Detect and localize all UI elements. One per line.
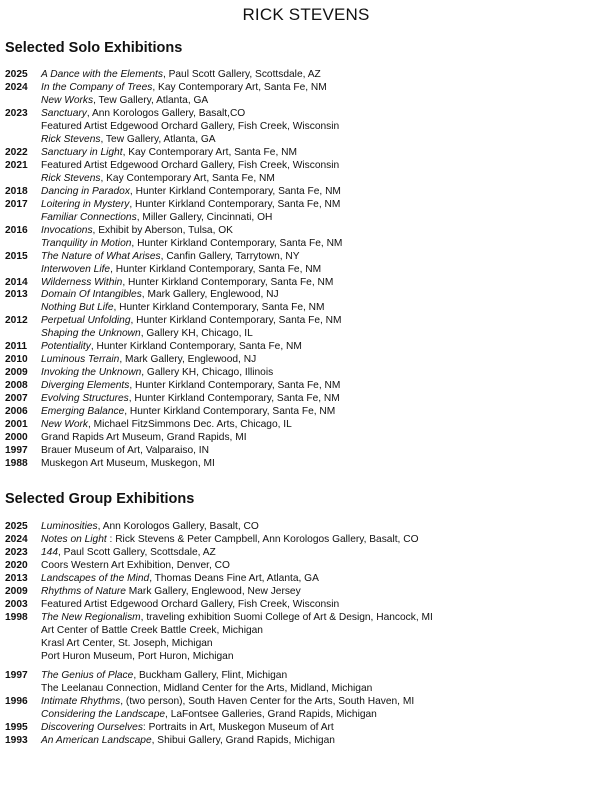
exhibition-venue: Grand Rapids Art Museum, Grand Rapids, MI xyxy=(41,432,247,444)
exhibition-venue: , Hunter Kirkland Contemporary, Santa Fe, NM xyxy=(129,198,341,210)
exhibition-details xyxy=(41,521,259,534)
exhibition-title: Sanctuary in Light xyxy=(41,146,123,158)
exhibition-venue: , Hunter Kirkland Contemporary, Santa Fe, NM xyxy=(129,380,341,392)
exhibition-venue: , Kay Contemporary Art, Santa Fe, NM xyxy=(100,172,275,184)
exhibition-venue: , Buckham Gallery, Flint, Michigan xyxy=(133,669,288,681)
exhibition-entry xyxy=(5,354,605,367)
exhibition-venue: , Hunter Kirkland Contemporary, Santa Fe, NM xyxy=(129,185,341,197)
exhibition-title: Shaping the Unknown xyxy=(41,328,141,340)
exhibition-venue: , Hunter Kirkland Contemporary, Santa Fe, NM xyxy=(90,341,302,353)
exhibition-entry xyxy=(5,612,605,625)
exhibition-year: 2021 xyxy=(5,159,28,171)
exhibition-year: 2023 xyxy=(5,107,28,119)
exhibition-year: 2018 xyxy=(5,185,28,197)
exhibition-venue: , Tew Gallery, Atlanta, GA xyxy=(100,133,216,145)
exhibition-entry xyxy=(5,547,605,560)
exhibition-details xyxy=(41,315,342,328)
exhibition-venue: : Rick Stevens & Peter Campbell, Ann Korologos Gallery, Basalt, CO xyxy=(106,533,419,545)
exhibition-entry xyxy=(5,212,605,225)
exhibition-details xyxy=(41,367,273,380)
exhibition-year: 1996 xyxy=(5,695,28,707)
exhibition-details xyxy=(41,264,321,277)
exhibition-details xyxy=(41,277,333,290)
exhibition-entry xyxy=(5,315,605,328)
exhibition-details xyxy=(41,380,340,393)
exhibition-details xyxy=(41,696,414,709)
exhibition-details xyxy=(41,599,339,612)
exhibition-title: Diverging Elements xyxy=(41,380,130,392)
exhibition-year: 2009 xyxy=(5,585,28,597)
exhibition-title: Loitering in Mystery xyxy=(41,198,130,210)
exhibition-entry xyxy=(5,445,605,458)
exhibition-venue: Featured Artist Edgewood Orchard Gallery, Fish Creek, Wisconsin xyxy=(41,159,340,171)
exhibition-entry xyxy=(5,651,605,664)
exhibition-details xyxy=(41,95,208,108)
exhibition-venue: Featured Artist Edgewood Orchard Gallery, Fish Creek, Wisconsin xyxy=(41,598,340,610)
exhibition-title: 144 xyxy=(41,546,58,558)
exhibition-venue: : Portraits in Art, Muskegon Museum of Art xyxy=(142,721,334,733)
exhibition-details xyxy=(41,302,325,315)
exhibition-venue: Port Huron Museum, Port Huron, Michigan xyxy=(41,650,234,662)
exhibition-title: Invoking the Unknown xyxy=(41,367,142,379)
exhibition-entry xyxy=(5,238,605,251)
exhibition-entry xyxy=(5,599,605,612)
exhibition-details xyxy=(41,251,300,264)
exhibition-venue: , Hunter Kirkland Contemporary, Santa Fe, NM xyxy=(131,237,343,249)
exhibition-entry xyxy=(5,380,605,393)
exhibition-venue: Coors Western Art Exhibition, Denver, CO xyxy=(41,559,230,571)
exhibition-details xyxy=(41,419,292,432)
exhibition-year: 2008 xyxy=(5,380,28,392)
exhibition-title: The Nature of What Arises xyxy=(41,250,161,262)
exhibition-details xyxy=(41,560,230,573)
exhibition-venue: , Hunter Kirkland Contemporary, Santa Fe, NM xyxy=(130,315,342,327)
exhibition-title: An American Landscape xyxy=(41,734,152,746)
exhibition-venue: , Kay Contemporary Art, Santa Fe, NM xyxy=(122,146,297,158)
exhibition-title: Discovering Ourselves xyxy=(41,721,143,733)
solo-exhibitions-heading: Selected Solo Exhibitions xyxy=(5,40,183,56)
exhibition-venue: Brauer Museum of Art, Valparaiso, IN xyxy=(41,445,209,457)
exhibition-year: 2007 xyxy=(5,393,28,405)
exhibition-year: 2013 xyxy=(5,572,28,584)
exhibition-details xyxy=(41,289,279,302)
exhibition-entry xyxy=(5,302,605,315)
exhibition-year: 2024 xyxy=(5,81,28,93)
exhibition-year: 2015 xyxy=(5,250,28,262)
exhibition-title: Invocations xyxy=(41,224,93,236)
exhibition-details xyxy=(41,709,377,722)
exhibition-details xyxy=(41,328,253,341)
exhibition-details xyxy=(41,160,339,173)
exhibition-details xyxy=(41,573,319,586)
exhibition-details xyxy=(41,612,433,625)
exhibition-entry xyxy=(5,199,605,212)
exhibition-entry xyxy=(5,521,605,534)
exhibition-venue: , Canfin Gallery, Tarrytown, NY xyxy=(160,250,300,262)
exhibition-entry xyxy=(5,638,605,651)
exhibition-entry xyxy=(5,458,605,471)
exhibition-venue: , Hunter Kirkland Contemporary, Santa Fe, NM xyxy=(124,406,336,418)
exhibition-details xyxy=(41,225,233,238)
group-exhibitions-heading: Selected Group Exhibitions xyxy=(5,491,195,507)
exhibition-year: 2000 xyxy=(5,432,28,444)
solo-exhibitions-list xyxy=(5,69,605,471)
group-exhibitions-list xyxy=(5,521,605,747)
exhibition-year: 1988 xyxy=(5,458,28,470)
exhibition-title: Dancing in Paradox xyxy=(41,185,130,197)
exhibition-title: Tranquility in Motion xyxy=(41,237,132,249)
exhibition-details xyxy=(41,238,342,251)
exhibition-venue: Featured Artist Edgewood Orchard Gallery, Fish Creek, Wisconsin xyxy=(41,120,340,132)
exhibition-year: 2013 xyxy=(5,289,28,301)
exhibition-entry xyxy=(5,341,605,354)
exhibition-venue: , Ann Korologos Gallery, Basalt,CO xyxy=(86,107,246,119)
exhibition-entry xyxy=(5,147,605,160)
exhibition-year: 2022 xyxy=(5,146,28,158)
exhibition-venue: , Paul Scott Gallery, Scottsdale, AZ xyxy=(162,69,321,80)
exhibition-entry xyxy=(5,393,605,406)
exhibition-title: Notes on Light xyxy=(41,533,107,545)
exhibition-title: Domain Of Intangibles xyxy=(41,289,142,301)
exhibition-year: 1998 xyxy=(5,611,28,623)
exhibition-year: 2024 xyxy=(5,533,28,545)
exhibition-entry xyxy=(5,186,605,199)
exhibition-entry xyxy=(5,264,605,277)
exhibition-title: Potentiality xyxy=(41,341,91,353)
exhibition-entry xyxy=(5,709,605,722)
exhibition-title: Rhythms of Nature xyxy=(41,585,126,597)
exhibition-year: 2012 xyxy=(5,315,28,327)
exhibition-venue: , Tew Gallery, Atlanta, GA xyxy=(93,94,209,106)
exhibition-details xyxy=(41,199,340,212)
exhibition-details xyxy=(41,670,287,683)
exhibition-details xyxy=(41,445,209,458)
exhibition-entry xyxy=(5,69,605,82)
exhibition-details xyxy=(41,406,335,419)
exhibition-venue: , Gallery KH, Chicago, Illinois xyxy=(141,367,274,379)
exhibition-year: 2025 xyxy=(5,521,28,532)
exhibition-year: 2016 xyxy=(5,224,28,236)
exhibition-entry xyxy=(5,683,605,696)
exhibition-year: 2020 xyxy=(5,559,28,571)
exhibition-title: The New Regionalism xyxy=(41,611,141,623)
exhibition-title: New Work xyxy=(41,419,88,431)
exhibition-venue: Krasl Art Center, St. Joseph, Michigan xyxy=(41,637,213,649)
exhibition-venue: , Hunter Kirkland Contemporary, Santa Fe, NM xyxy=(110,263,322,275)
exhibition-entry xyxy=(5,160,605,173)
exhibition-venue: , Miller Gallery, Cincinnati, OH xyxy=(136,211,273,223)
exhibition-year: 2014 xyxy=(5,276,28,288)
exhibition-year: 2017 xyxy=(5,198,28,210)
exhibition-details xyxy=(41,735,335,748)
exhibition-year: 2001 xyxy=(5,419,28,431)
exhibition-year: 1995 xyxy=(5,721,28,733)
exhibition-entry xyxy=(5,573,605,586)
exhibition-year: 1997 xyxy=(5,669,28,681)
exhibition-details xyxy=(41,432,247,445)
exhibition-details xyxy=(41,173,275,186)
exhibition-venue: , Hunter Kirkland Contemporary, Santa Fe, NM xyxy=(128,393,340,405)
exhibition-entry xyxy=(5,625,605,638)
exhibition-details xyxy=(41,341,302,354)
exhibition-entry xyxy=(5,696,605,709)
exhibition-title: Familiar Connections xyxy=(41,211,137,223)
exhibition-details xyxy=(41,625,263,638)
exhibition-entry xyxy=(5,134,605,147)
exhibition-title: Luminous Terrain xyxy=(41,354,120,366)
exhibition-entry xyxy=(5,289,605,302)
exhibition-venue: , Gallery KH, Chicago, IL xyxy=(140,328,253,340)
exhibition-year: 1993 xyxy=(5,734,28,746)
exhibition-venue: Muskegon Art Museum, Muskegon, MI xyxy=(41,458,215,470)
exhibition-details xyxy=(41,186,341,199)
exhibition-entry xyxy=(5,82,605,95)
exhibition-venue: , (two person), South Haven Center for the Arts, South Haven, MI xyxy=(120,695,415,707)
exhibition-details xyxy=(41,651,234,664)
exhibition-venue: , traveling exhibition Suomi College of Art & Design, Hancock, MI xyxy=(140,611,433,623)
exhibition-title: Interwoven Life xyxy=(41,263,111,275)
exhibition-details xyxy=(41,722,334,735)
exhibition-entry xyxy=(5,108,605,121)
exhibition-title: In the Company of Trees xyxy=(41,81,153,93)
exhibition-year: 2003 xyxy=(5,598,28,610)
exhibition-title: Evolving Structures xyxy=(41,393,129,405)
exhibition-details xyxy=(41,534,419,547)
exhibition-entry xyxy=(5,173,605,186)
exhibition-details xyxy=(41,121,339,134)
exhibition-entry xyxy=(5,121,605,134)
exhibition-details xyxy=(41,393,340,406)
exhibition-venue: Mark Gallery, Englewood, New Jersey xyxy=(125,585,301,597)
exhibition-entry xyxy=(5,670,605,683)
exhibition-details xyxy=(41,683,372,696)
exhibition-venue: Art Center of Battle Creek Battle Creek, Michigan xyxy=(41,624,263,636)
exhibition-venue: , LaFontsee Galleries, Grand Rapids, Michigan xyxy=(165,708,377,720)
exhibition-entry xyxy=(5,95,605,108)
exhibition-details xyxy=(41,458,215,471)
exhibition-title: Landscapes of the Mind xyxy=(41,572,150,584)
exhibition-year: 2025 xyxy=(5,69,28,80)
exhibition-entry xyxy=(5,406,605,419)
exhibition-title: A Dance with the Elements xyxy=(41,69,163,80)
exhibition-title: New Works xyxy=(41,94,94,106)
exhibition-details xyxy=(41,547,216,560)
exhibition-entry xyxy=(5,251,605,264)
artist-name: RICK STEVENS xyxy=(242,5,370,24)
exhibition-title: Nothing But Life xyxy=(41,302,114,314)
exhibition-venue: , Hunter Kirkland Contemporary, Santa Fe, NM xyxy=(122,276,334,288)
exhibition-entry xyxy=(5,419,605,432)
exhibition-entry xyxy=(5,328,605,341)
exhibition-entry xyxy=(5,432,605,445)
exhibition-year: 2010 xyxy=(5,354,28,366)
exhibition-venue: , Michael FitzSimmons Dec. Arts, Chicago, IL xyxy=(87,419,292,431)
exhibition-title: Rick Stevens xyxy=(41,172,101,184)
exhibition-venue: , Paul Scott Gallery, Scottsdale, AZ xyxy=(58,546,216,558)
exhibition-title: Emerging Balance xyxy=(41,406,125,418)
exhibition-details xyxy=(41,212,272,225)
exhibition-entry xyxy=(5,586,605,599)
exhibition-title: Intimate Rhythms xyxy=(41,695,121,707)
exhibition-details xyxy=(41,638,213,651)
exhibition-title: Considering the Landscape xyxy=(41,708,166,720)
exhibition-year: 2006 xyxy=(5,406,28,418)
exhibition-details xyxy=(41,354,256,367)
exhibition-title: The Genius of Place xyxy=(41,669,134,681)
exhibition-venue: , Ann Korologos Gallery, Basalt, CO xyxy=(97,521,259,532)
exhibition-venue: , Mark Gallery, Englewood, NJ xyxy=(141,289,279,301)
exhibition-year: 2009 xyxy=(5,367,28,379)
exhibition-venue: , Mark Gallery, Englewood, NJ xyxy=(119,354,257,366)
exhibition-entry xyxy=(5,560,605,573)
exhibition-entry xyxy=(5,722,605,735)
exhibition-details xyxy=(41,69,321,82)
exhibition-title: Rick Stevens xyxy=(41,133,101,145)
exhibition-title: Sanctuary xyxy=(41,107,87,119)
exhibition-details xyxy=(41,134,216,147)
exhibition-entry xyxy=(5,735,605,748)
exhibition-entry xyxy=(5,367,605,380)
exhibition-title: Luminosities xyxy=(41,521,98,532)
exhibition-year: 2011 xyxy=(5,341,28,353)
exhibition-entry xyxy=(5,534,605,547)
exhibition-venue: The Leelanau Connection, Midland Center for the Arts, Midland, Michigan xyxy=(41,682,373,694)
exhibition-title: Perpetual Unfolding xyxy=(41,315,131,327)
exhibition-details xyxy=(41,586,301,599)
exhibition-venue: , Shibui Gallery, Grand Rapids, Michigan xyxy=(151,734,335,746)
exhibition-entry xyxy=(5,225,605,238)
exhibition-venue: , Kay Contemporary Art, Santa Fe, NM xyxy=(152,81,327,93)
exhibition-year: 2023 xyxy=(5,546,28,558)
exhibition-venue: , Hunter Kirkland Contemporary, Santa Fe, NM xyxy=(113,302,325,314)
exhibition-year: 1997 xyxy=(5,445,28,457)
exhibition-details xyxy=(41,147,297,160)
exhibition-title: Wilderness Within xyxy=(41,276,123,288)
exhibition-details xyxy=(41,82,327,95)
exhibition-details xyxy=(41,108,245,121)
exhibition-entry xyxy=(5,277,605,290)
exhibition-venue: , Exhibit by Aberson, Tulsa, OK xyxy=(92,224,233,236)
exhibition-venue: , Thomas Deans Fine Art, Atlanta, GA xyxy=(149,572,319,584)
